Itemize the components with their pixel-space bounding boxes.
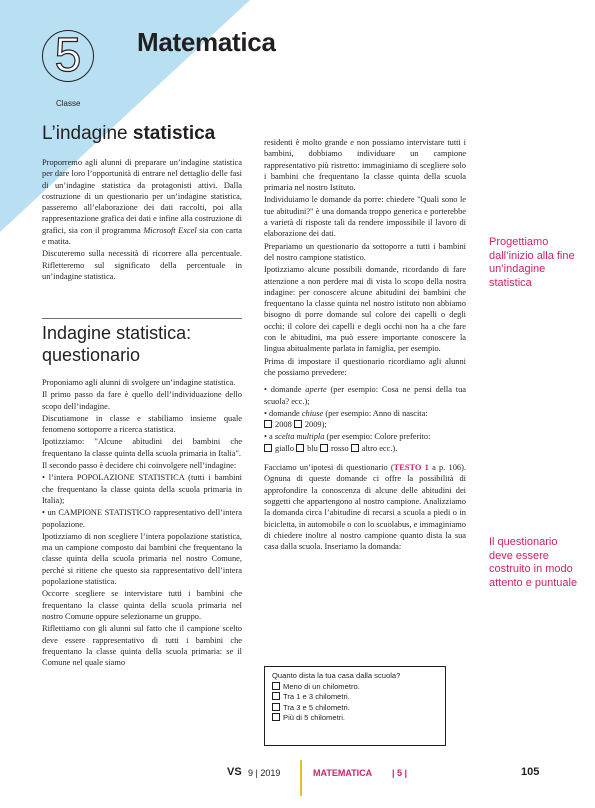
paragraph: Prepariamo un questionario da sottoporre a tutti i bambini del nostro campione statistico. [264, 241, 466, 262]
section-title: Indagine statistica: questionario [42, 323, 192, 365]
question-box [264, 666, 446, 746]
footer-section: MATEMATICA [313, 768, 373, 778]
footer-section-number: | 5 | [392, 768, 408, 778]
checkbox [296, 444, 304, 452]
checkbox[interactable] [272, 692, 280, 700]
paragraph: Proporremo agli alunni di preparare un’indagine statistica per dare loro l’opportunità di entrare nel dettaglio delle fasi di un’indagine statistica da protagonisti attivi. Dalla costruzione di un questionario per un’indagine statistica, passeremo all’elaborazione dei dati raccolti, poi alla rappresentazione grafica dei dati e infine alla costruzione di grafici, sia con il programma Microsoft Excel sia con carta e matita. [42, 158, 242, 247]
paragraph: Ipotizziamo: "Alcune abitudini dei bambini che frequentano la classe quinta della scuola primaria in Italia". [42, 437, 242, 458]
option: Meno di un chilometro. [272, 682, 438, 693]
bullet-item: • l’intera POPOLAZIONE STATISTICA (tutti i bambini che frequentano la classe quinta della scuola primaria in Italia); [42, 473, 242, 505]
issue-number: 9 | 2019 [248, 768, 281, 778]
bullet-item: • domande aperte (per esempio: Cosa ne pensi della tua scuola? ecc.); [264, 385, 466, 406]
paragraph: Proponiamo agli alunni di svolgere un’indagine statistica. [42, 378, 236, 387]
class-label: Classe [56, 99, 81, 108]
paragraph: Il secondo passo è decidere chi coinvolgere nell’indagine: [42, 461, 237, 471]
section-title: L’indagine statistica [42, 123, 216, 144]
checkbox[interactable] [272, 703, 280, 711]
checkbox [264, 444, 272, 452]
page-number: 105 [521, 766, 540, 778]
checkbox [264, 420, 272, 428]
paragraph: Ipotizziamo alcune possibili domande, ricordando di fare attenzione a non perdere mai di vista lo scopo della nostra indagine: per conoscere alcune abitudini dei bambini che frequentano la classe quinta nel nostro istituto non abbiamo bisogno di porre domande sul colore dei capelli o degli occhi; il colore dei capelli e degli occhi non ha a che fare con le abitudini, ma può essere importante conoscere la lingua abitualmente parlata in famiglia, per esempio. [264, 265, 466, 354]
checkbox [320, 444, 328, 452]
bullet-item: • domande chiuse (per esempio: Anno di nascita: 2008 2009); [264, 408, 428, 430]
paragraph: Discutiamone in classe e stabiliamo insieme quale fenomeno sottoporre a ricerca statistica. [42, 413, 242, 435]
text-reference[interactable]: TESTO 1 [393, 463, 429, 473]
sidenote: Il questionario deve essere costruito in modo attento e puntuale [489, 536, 578, 589]
divider [42, 318, 242, 319]
section1-text [42, 157, 242, 283]
paragraph: Il primo passo da fare è quello dell’individuazione dello scopo dell’indagine. [42, 390, 242, 411]
paragraph: Discuteremo sulla necessità di ricorrere alla percentuale. Rifletteremo sul significato della percentuale in un’indagine statistica. [42, 249, 242, 281]
class-number-badge: 5 [42, 30, 94, 82]
subject-title: Matematica [137, 27, 276, 57]
magazine-logo: VS [227, 766, 242, 778]
checkbox [351, 444, 359, 452]
checkbox [294, 420, 302, 428]
paragraph: Individuiamo le domande da porre: chiedere "Quali sono le tue abitudini?" è una domanda troppo generica e porterebbe a varietà di risposte tali da rendere impossibile il lavoro di elaborazione dei dati. [264, 195, 466, 239]
footer-bar [300, 760, 302, 796]
column-two-text [264, 137, 466, 553]
paragraph: residenti è molto grande e non possiamo intervistare tutti i bambini, dobbiamo individuare un campione rappresentativo più ristretto: immaginiamo di scegliere solo i bambini che frequentano la classe quinta della scuola primaria nel nostro Istituto. [264, 138, 466, 193]
sidenote: Progettiamo dall’inizio alla fine un’indagine statistica [489, 236, 575, 289]
bullet-item: • un CAMPIONE STATISTICO rappresentativo dell’intera popolazione. [42, 508, 242, 529]
option: Tra 1 e 3 chilometri. [272, 692, 438, 703]
paragraph: Facciamo un’ipotesi di questionario (TESTO 1 a p. 106). Ognuna di queste domande ci offre la possibilità di approfondire la conoscenza di alcune delle abitudini dei soggetti che appartengono al nostro campione. Analizziamo la domanda circa l’abitudine di recarsi a scuola a piedi o in bicicletta, in automobile o con lo scuolabus, e immaginiamo di chiedere inoltre al nostro campione quanto dista la sua casa dalla scuola. Inseriamo la domanda: [264, 463, 466, 552]
option: Tra 3 e 5 chilometri. [272, 703, 438, 714]
option: Più di 5 chilometri. [272, 713, 438, 724]
bullet-item: • a scelta multipla (per esempio: Colore preferito: giallo blu rosso altro ecc.). [264, 432, 431, 453]
section2-text [42, 377, 242, 669]
question-text: Quanto dista la tua casa dalla scuola? [272, 671, 401, 680]
paragraph: Prima di impostare il questionario ricordiamo agli alunni che possiamo prevedere: [264, 356, 466, 377]
paragraph: Occorre scegliere se intervistare tutti i bambini che frequentano la classe quinta della scuola primaria nel nostro Comune oppure selezionarne un gruppo. [42, 589, 242, 621]
checkbox[interactable] [272, 713, 280, 721]
paragraph: Ipotizziamo di non scegliere l’intera popolazione statistica, ma un campione composto dai bambini che frequentano la classe quinta della scuola primaria nel nostro Comune, perché si ritiene che questo sia rappresentativo dell’intera popolazione statistica. [42, 531, 242, 587]
paragraph: Riflettiamo con gli alunni sul fatto che il campione scelto deve essere rappresentativo di tutti i bambini che frequentano la classe quinta della scuola primaria: se il Comune nel quale siamo [42, 624, 242, 668]
checkbox[interactable] [272, 682, 280, 690]
